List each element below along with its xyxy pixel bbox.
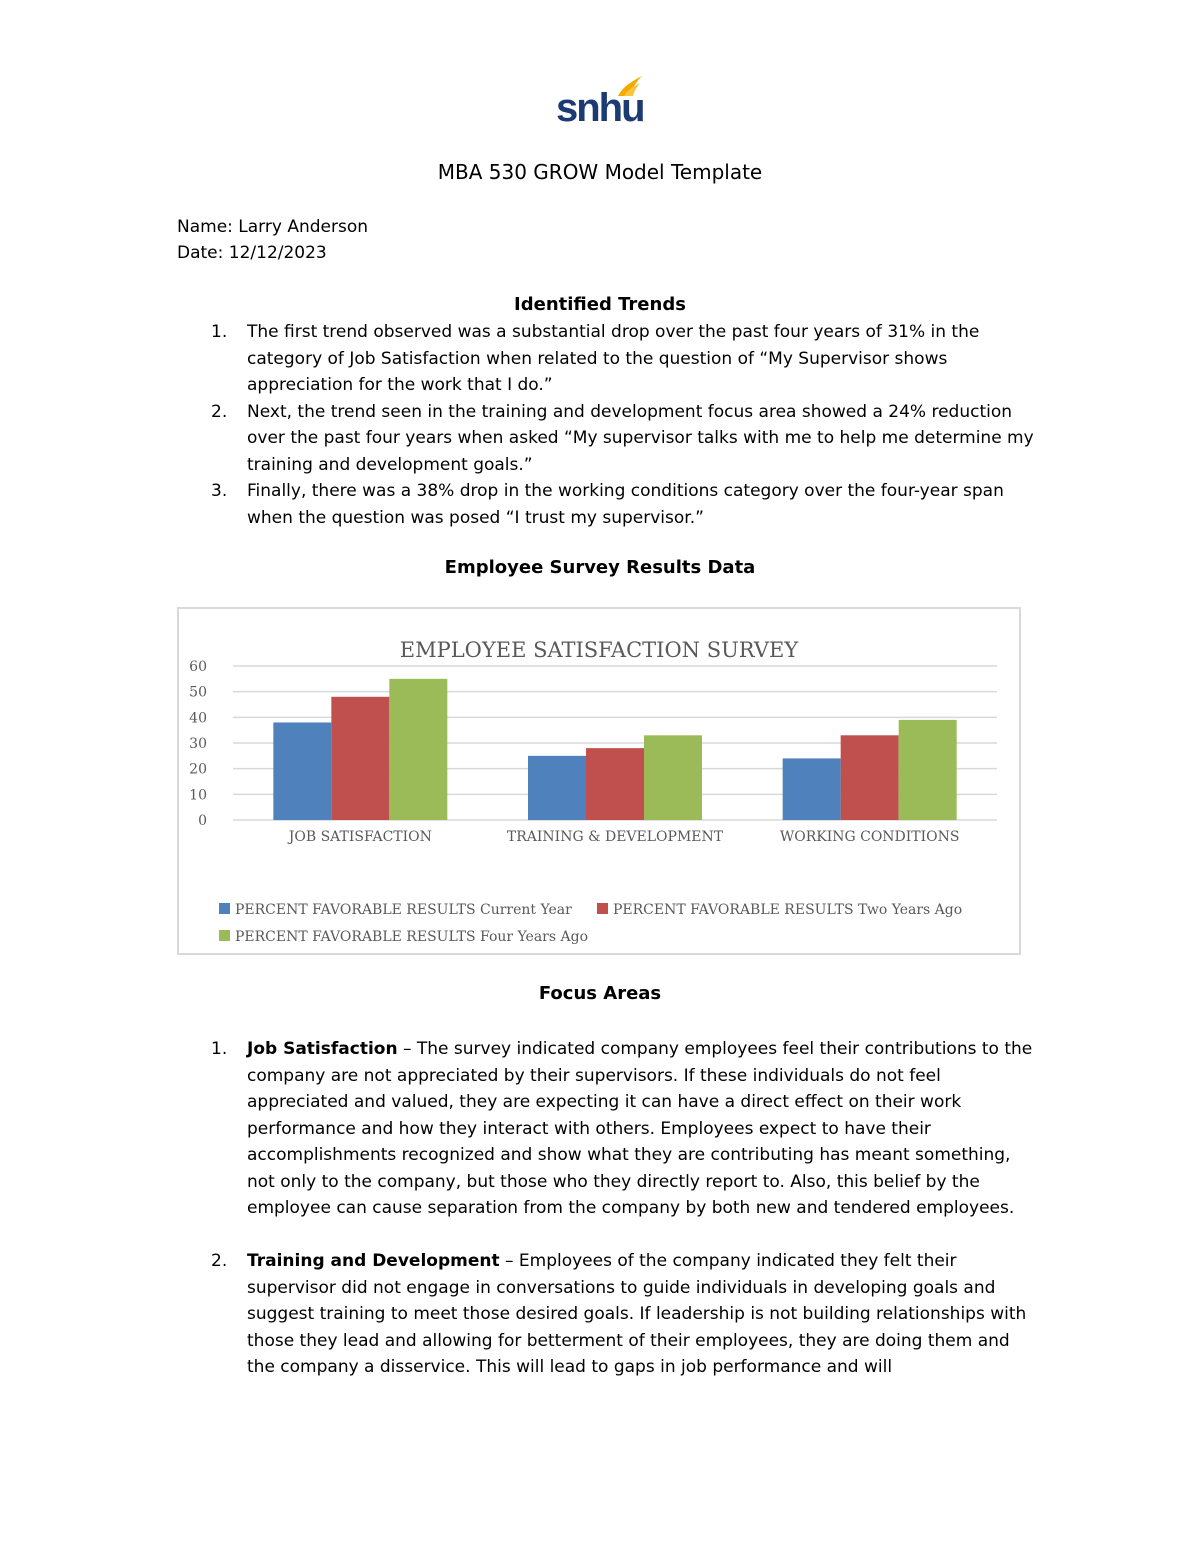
legend-label: PERCENT FAVORABLE RESULTS Four Years Ago: [235, 929, 589, 945]
list-text: – Employees of the company indicated they felt their supervisor did not engage in conversations to guide individuals in developing goals and suggest training to meet those desired goals. If leadership is not building relationships with those they lead and allowing for betterment of their employees, they are doing them and the company a disservice. This will lead to gaps in job performance and will: [247, 1251, 1027, 1377]
y-tick-label: 50: [189, 684, 207, 701]
legend-swatch: [597, 903, 608, 914]
list-number: 2.: [211, 401, 228, 422]
bar-3-2: [644, 735, 702, 820]
snhu-logo: [556, 74, 646, 134]
legend-swatch: [219, 930, 230, 941]
bar-2-2: [586, 748, 644, 820]
bar-1-3: [783, 758, 841, 820]
focus-list: [177, 1036, 1037, 1381]
list-number: 2.: [211, 1251, 228, 1271]
bar-chart: [179, 609, 1019, 953]
y-tick-label: 20: [189, 761, 207, 778]
list-text: – The survey indicated company employees feel their contributions to the company are not appreciated by their supervisors. If these individuals do not feel appreciated and valued, they are expecting it can have a direct effect on their work performance and how they interact with others. Employees expect to have their accomplishments recognized and show what they are contributing has meant something, not only to the company, but those who they directly report to. Also, this belief by the employee can cause separation from the company by both new and tendered employees.: [247, 1039, 1033, 1218]
focus-term: Training and Development: [247, 1251, 500, 1271]
bar-1-1: [273, 722, 331, 820]
x-tick-label: JOB SATISFACTION: [288, 829, 432, 845]
bar-1-2: [528, 756, 586, 820]
focus-term: Job Satisfaction: [247, 1039, 398, 1059]
list-text: The first trend observed was a substantial drop over the past four years of 31% in the category of Job Satisfaction when related to the question of “My Supervisor shows appreciation for the work that I do.”: [247, 322, 980, 395]
list-number: 1.: [211, 1039, 228, 1059]
y-tick-label: 0: [198, 813, 207, 829]
x-tick-label: TRAINING & DEVELOPMENT: [506, 829, 724, 845]
chart-title: EMPLOYEE SATISFACTION SURVEY: [399, 638, 799, 662]
chart-container: [177, 607, 1021, 955]
list-text: Finally, there was a 38% drop in the working conditions category over the four-year span when the question was posed “I trust my supervisor.”: [247, 481, 1004, 528]
list-text: Next, the trend seen in the training and development focus area showed a 24% reduction over the past four years when asked “My supervisor talks with me to help me determine my training and development goals.”: [247, 401, 1034, 475]
list-item: [177, 319, 1037, 399]
focus-heading: Focus Areas: [538, 983, 662, 1004]
list-item: [177, 1248, 1037, 1381]
list-item: [177, 478, 1037, 531]
list-item: [177, 1036, 1037, 1222]
name-line: Name: Larry Anderson: [177, 217, 368, 237]
y-tick-label: 60: [189, 659, 207, 675]
bar-3-1: [389, 679, 447, 820]
logo-text: snhu: [556, 86, 644, 130]
date-line: Date: 12/12/2023: [177, 243, 327, 263]
list-item: [177, 399, 1037, 479]
trends-heading: Identified Trends: [514, 294, 686, 315]
survey-heading: Employee Survey Results Data: [444, 557, 756, 578]
list-number: 1.: [211, 322, 228, 342]
bar-2-3: [841, 735, 899, 820]
y-tick-label: 10: [189, 787, 207, 804]
legend-swatch: [219, 903, 230, 914]
y-tick-label: 40: [189, 710, 207, 727]
x-tick-label: WORKING CONDITIONS: [779, 829, 960, 845]
y-tick-label: 30: [189, 736, 207, 752]
trends-list: [177, 319, 1037, 531]
legend-label: PERCENT FAVORABLE RESULTS Two Years Ago: [613, 902, 963, 918]
legend-label: PERCENT FAVORABLE RESULTS Current Year: [235, 902, 572, 918]
bar-3-3: [899, 720, 957, 820]
list-number: 3.: [211, 481, 228, 501]
page-title: MBA 530 GROW Model Template: [437, 160, 763, 184]
bar-2-1: [331, 697, 389, 820]
